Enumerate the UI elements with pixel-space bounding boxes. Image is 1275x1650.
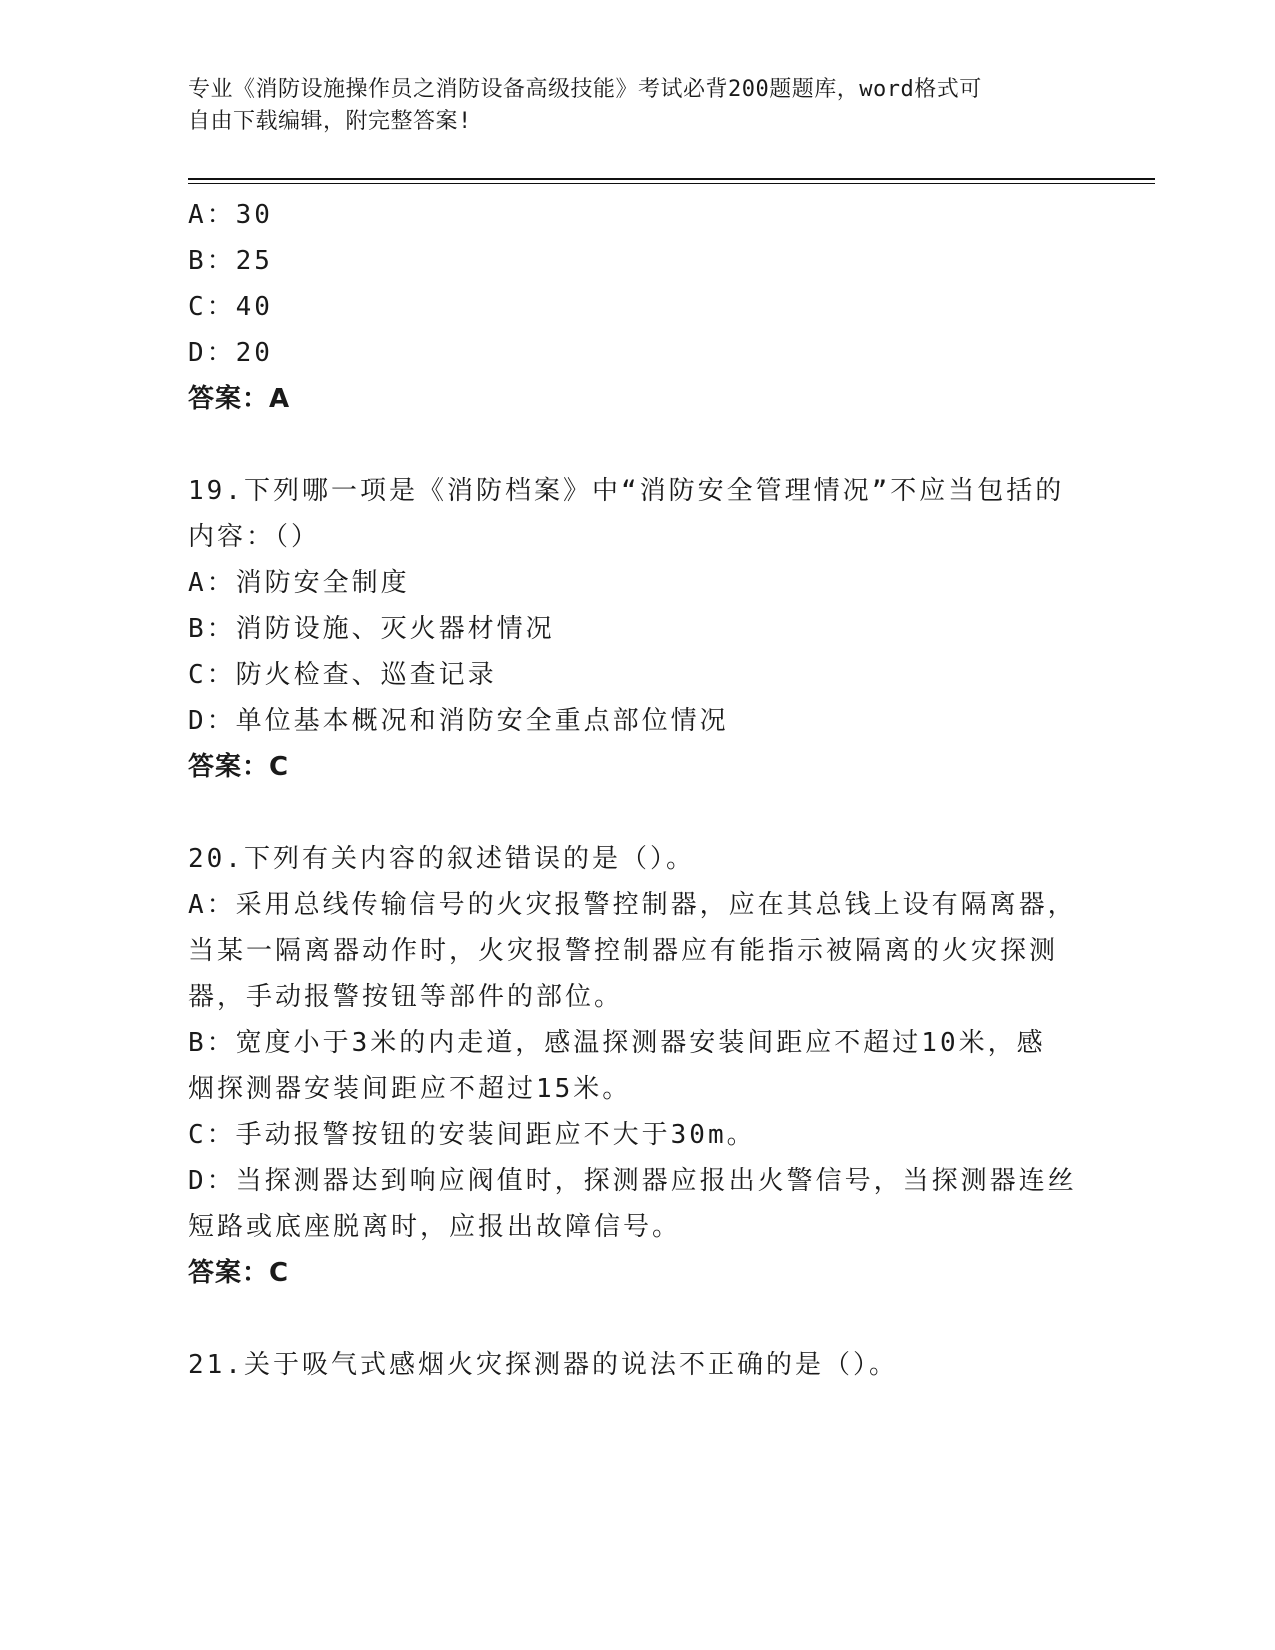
option-d: D：单位基本概况和消防安全重点部位情况 — [188, 706, 729, 736]
header-line-2: 自由下载编辑，附完整答案! — [188, 109, 472, 134]
option-a-continued: 器，手动报警按钮等部件的部位。 — [188, 982, 624, 1012]
question-18-options — [188, 192, 1088, 422]
question-stem: 21.关于吸气式感烟火灾探测器的说法不正确的是（）。 — [188, 1350, 898, 1380]
header-line-1: 专业《消防设施操作员之消防设备高级技能》考试必背200题题库，word格式可 — [188, 77, 982, 102]
option-c: C：防火检查、巡查记录 — [188, 660, 497, 690]
option-c: C：手动报警按钮的安装间距应不大于30m。 — [188, 1120, 756, 1150]
question-stem: 20.下列有关内容的叙述错误的是（）。 — [188, 844, 695, 874]
option-b: B：宽度小于3米的内走道，感温探测器安装间距应不超过10米，感 — [188, 1028, 1046, 1058]
spacer — [188, 1296, 1088, 1342]
option-d: D：当探测器达到响应阀值时，探测器应报出火警信号，当探测器连丝 — [188, 1166, 1077, 1196]
option-a: A：30 — [188, 200, 273, 230]
option-d: D：20 — [188, 338, 273, 368]
question-list — [188, 192, 1088, 1388]
option-a-continued: 当某一隔离器动作时，火灾报警控制器应有能指示被隔离的火灾探测 — [188, 936, 1059, 966]
option-d-continued: 短路或底座脱离时，应报出故障信号。 — [188, 1212, 682, 1242]
answer-line: 答案：C — [188, 752, 290, 782]
header-divider-thin — [188, 183, 1155, 184]
header-divider-thick — [188, 178, 1155, 180]
option-b: B：25 — [188, 246, 273, 276]
question-21 — [188, 1342, 1088, 1388]
option-a: A：采用总线传输信号的火灾报警控制器，应在其总钱上设有隔离器， — [188, 890, 1077, 920]
question-stem: 19.下列哪一项是《消防档案》中“消防安全管理情况”不应当包括的 — [188, 476, 1065, 506]
option-a: A：消防安全制度 — [188, 568, 410, 598]
spacer — [188, 790, 1088, 836]
document-header — [188, 74, 1068, 138]
option-c: C：40 — [188, 292, 273, 322]
option-b: B：消防设施、灭火器材情况 — [188, 614, 555, 644]
option-b-continued: 烟探测器安装间距应不超过15米。 — [188, 1074, 632, 1104]
answer-line: 答案：C — [188, 1258, 290, 1288]
question-20 — [188, 836, 1088, 1296]
question-19 — [188, 468, 1088, 790]
question-stem-continued: 内容：（） — [188, 522, 321, 552]
spacer — [188, 422, 1088, 468]
answer-line: 答案：A — [188, 384, 291, 414]
